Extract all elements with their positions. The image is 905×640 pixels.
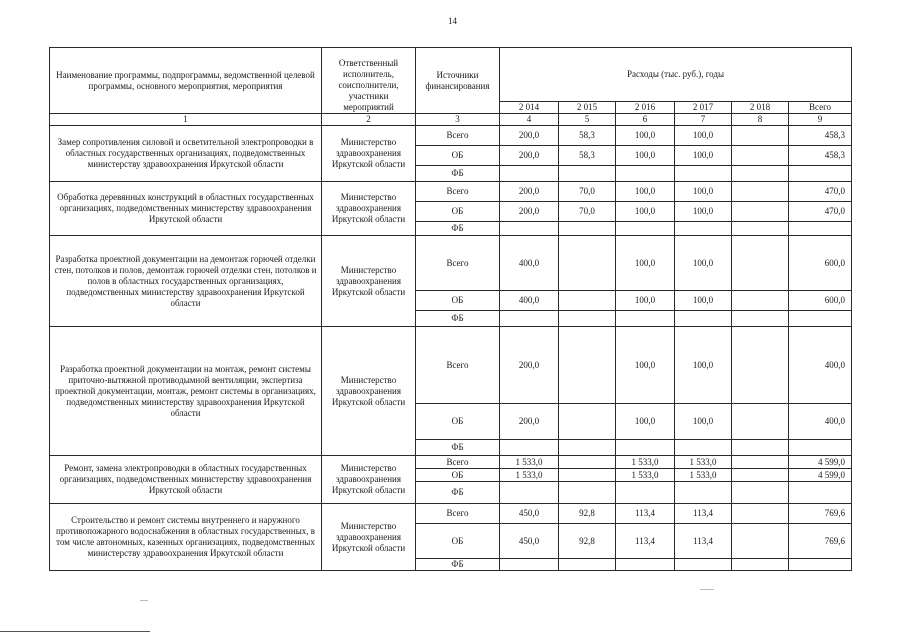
measure-executor: Министерство здравоохранения Иркутской области — [322, 126, 416, 182]
year-value — [675, 440, 732, 456]
year-value: 58,3 — [559, 146, 616, 166]
total-value: 470,0 — [789, 182, 852, 202]
year-value — [559, 440, 616, 456]
year-value — [732, 524, 789, 559]
page-number: 14 — [448, 16, 457, 26]
year-value: 100,0 — [675, 182, 732, 202]
funding-source: ФБ — [416, 482, 500, 504]
year-value: 100,0 — [675, 146, 732, 166]
header-expenses: Расходы (тыс. руб.), годы — [500, 48, 852, 102]
year-value: 92,8 — [559, 524, 616, 559]
year-value — [732, 182, 789, 202]
year-value — [732, 559, 789, 571]
year-2016: 2 016 — [616, 102, 675, 114]
year-value — [732, 440, 789, 456]
col-number: 9 — [789, 114, 852, 126]
total-value: 400,0 — [789, 327, 852, 404]
table-row — [50, 126, 852, 146]
year-value: 400,0 — [500, 291, 559, 311]
measure-executor: Министерство здравоохранения Иркутской области — [322, 236, 416, 327]
year-value: 113,4 — [616, 504, 675, 524]
col-number: 1 — [50, 114, 322, 126]
total-value: 4 599,0 — [789, 456, 852, 469]
year-value: 70,0 — [559, 182, 616, 202]
year-value — [732, 236, 789, 291]
year-value — [559, 456, 616, 469]
year-value — [675, 222, 732, 236]
funding-source: ФБ — [416, 440, 500, 456]
col-number: 7 — [675, 114, 732, 126]
year-value: 100,0 — [675, 126, 732, 146]
year-value — [559, 166, 616, 182]
col-number: 8 — [732, 114, 789, 126]
funding-source: ОБ — [416, 291, 500, 311]
col-number: 2 — [322, 114, 416, 126]
table-row — [50, 327, 852, 404]
year-value — [559, 291, 616, 311]
total-value: 400,0 — [789, 404, 852, 440]
year-value — [732, 222, 789, 236]
funding-source: ФБ — [416, 222, 500, 236]
table-row — [50, 182, 852, 202]
year-value: 450,0 — [500, 524, 559, 559]
funding-source: Всего — [416, 456, 500, 469]
year-2017: 2 017 — [675, 102, 732, 114]
header-executor: Ответственный исполнитель, соисполнители, участники мероприятий — [322, 48, 416, 114]
year-value — [500, 440, 559, 456]
year-value — [500, 166, 559, 182]
year-value — [732, 456, 789, 469]
scan-artifact — [700, 589, 714, 590]
year-value: 100,0 — [616, 146, 675, 166]
year-value — [616, 440, 675, 456]
col-number: 4 — [500, 114, 559, 126]
year-value — [732, 291, 789, 311]
year-value: 200,0 — [500, 146, 559, 166]
year-value — [559, 311, 616, 327]
year-value — [732, 469, 789, 482]
total-value: 600,0 — [789, 236, 852, 291]
year-value — [559, 482, 616, 504]
year-value — [559, 469, 616, 482]
year-total: Всего — [789, 102, 852, 114]
year-value: 1 533,0 — [675, 456, 732, 469]
year-value — [675, 482, 732, 504]
funding-source: ОБ — [416, 404, 500, 440]
year-value: 1 533,0 — [500, 469, 559, 482]
funding-source: ФБ — [416, 311, 500, 327]
year-value: 1 533,0 — [616, 469, 675, 482]
year-value — [500, 559, 559, 571]
year-value: 400,0 — [500, 236, 559, 291]
year-value — [675, 559, 732, 571]
column-number-row — [50, 114, 852, 126]
measure-name: Строительство и ремонт системы внутреннего и наружного противопожарного водоснабжения в областных государственных, в том числе автономных, казенных организациях, подведомственных министерству здравоохранения Иркутской области — [50, 504, 322, 571]
year-value — [616, 222, 675, 236]
year-value — [559, 404, 616, 440]
year-value: 58,3 — [559, 126, 616, 146]
year-value — [500, 222, 559, 236]
total-value — [789, 482, 852, 504]
funding-source: Всего — [416, 126, 500, 146]
year-value — [559, 222, 616, 236]
total-value — [789, 166, 852, 182]
col-number: 6 — [616, 114, 675, 126]
year-value — [559, 236, 616, 291]
total-value — [789, 311, 852, 327]
table-row — [50, 236, 852, 291]
year-value: 100,0 — [675, 202, 732, 222]
table-body — [50, 126, 852, 571]
table-row — [50, 456, 852, 469]
year-value: 100,0 — [616, 291, 675, 311]
year-value — [616, 311, 675, 327]
funding-source: Всего — [416, 182, 500, 202]
measure-name: Разработка проектной документации на монтаж, ремонт системы приточно-вытяжной противодымной вентиляции, экспертиза проектной документации, монтаж, ремонт системы в организациях, подведомственных министерству здравоохранения Иркутской области — [50, 327, 322, 456]
year-value: 100,0 — [675, 404, 732, 440]
year-2014: 2 014 — [500, 102, 559, 114]
year-value: 100,0 — [675, 291, 732, 311]
total-value: 4 599,0 — [789, 469, 852, 482]
total-value — [789, 559, 852, 571]
year-value — [732, 166, 789, 182]
year-value — [616, 166, 675, 182]
year-value — [616, 559, 675, 571]
funding-source: ФБ — [416, 559, 500, 571]
measure-name: Ремонт, замена электропроводки в областных государственных организациях, подведомственных министерству здравоохранения Иркутской области — [50, 456, 322, 504]
year-value: 450,0 — [500, 504, 559, 524]
funding-source: Всего — [416, 327, 500, 404]
funding-source: Всего — [416, 504, 500, 524]
year-value: 1 533,0 — [675, 469, 732, 482]
measure-executor: Министерство здравоохранения Иркутской области — [322, 327, 416, 456]
year-value: 200,0 — [500, 182, 559, 202]
year-value — [500, 482, 559, 504]
year-value — [732, 404, 789, 440]
year-value: 100,0 — [616, 327, 675, 404]
total-value — [789, 440, 852, 456]
funding-source: ОБ — [416, 524, 500, 559]
year-value — [732, 482, 789, 504]
total-value: 769,6 — [789, 524, 852, 559]
total-value: 769,6 — [789, 504, 852, 524]
year-value: 113,4 — [616, 524, 675, 559]
year-value: 100,0 — [616, 126, 675, 146]
measure-name: Разработка проектной документации на демонтаж горючей отделки стен, потолков и полов, демонтаж горючей отделки стен, потолков и полов в областных государственных организациях, подведомственных министерству здравоохранения Иркутской области — [50, 236, 322, 327]
col-number: 5 — [559, 114, 616, 126]
funding-source: Всего — [416, 236, 500, 291]
year-value — [732, 202, 789, 222]
year-value — [732, 126, 789, 146]
year-value: 200,0 — [500, 126, 559, 146]
year-value: 100,0 — [616, 202, 675, 222]
header-source: Источники финансирования — [416, 48, 500, 114]
year-value — [732, 311, 789, 327]
year-value — [559, 327, 616, 404]
year-value — [732, 146, 789, 166]
page-edge-line — [0, 631, 150, 632]
year-value: 200,0 — [500, 327, 559, 404]
measure-name: Обработка деревянных конструкций в областных государственных организациях, подведомственных министерству здравоохранения Иркутской области — [50, 182, 322, 236]
year-value: 92,8 — [559, 504, 616, 524]
scan-artifact — [140, 600, 148, 601]
year-value: 113,4 — [675, 524, 732, 559]
year-value: 100,0 — [616, 404, 675, 440]
total-value — [789, 222, 852, 236]
total-value: 458,3 — [789, 126, 852, 146]
funding-source: ОБ — [416, 202, 500, 222]
funding-source: ОБ — [416, 146, 500, 166]
measure-executor: Министерство здравоохранения Иркутской области — [322, 456, 416, 504]
year-value — [732, 327, 789, 404]
year-value: 100,0 — [616, 182, 675, 202]
year-value: 100,0 — [675, 236, 732, 291]
year-value: 113,4 — [675, 504, 732, 524]
year-value: 1 533,0 — [500, 456, 559, 469]
year-value — [732, 504, 789, 524]
table-row — [50, 504, 852, 524]
year-value — [500, 311, 559, 327]
total-value: 470,0 — [789, 202, 852, 222]
header-name: Наименование программы, подпрограммы, ведомственной целевой программы, основного мероприятия, мероприятия — [50, 48, 322, 114]
measure-executor: Министерство здравоохранения Иркутской области — [322, 504, 416, 571]
measure-name: Замер сопротивления силовой и осветительной электропроводки в областных государственных организациях, подведомственных министерству здравоохранения Иркутской области — [50, 126, 322, 182]
total-value: 600,0 — [789, 291, 852, 311]
year-value: 100,0 — [616, 236, 675, 291]
budget-table — [49, 47, 852, 571]
year-value — [675, 311, 732, 327]
year-value: 200,0 — [500, 202, 559, 222]
funding-source: ФБ — [416, 166, 500, 182]
year-value: 70,0 — [559, 202, 616, 222]
measure-executor: Министерство здравоохранения Иркутской области — [322, 182, 416, 236]
header-row — [50, 48, 852, 102]
year-value — [559, 559, 616, 571]
year-2015: 2 015 — [559, 102, 616, 114]
year-value: 200,0 — [500, 404, 559, 440]
year-value — [675, 166, 732, 182]
total-value: 458,3 — [789, 146, 852, 166]
year-value: 1 533,0 — [616, 456, 675, 469]
funding-source: ОБ — [416, 469, 500, 482]
col-number: 3 — [416, 114, 500, 126]
year-value: 100,0 — [675, 327, 732, 404]
year-value — [616, 482, 675, 504]
year-2018: 2 018 — [732, 102, 789, 114]
